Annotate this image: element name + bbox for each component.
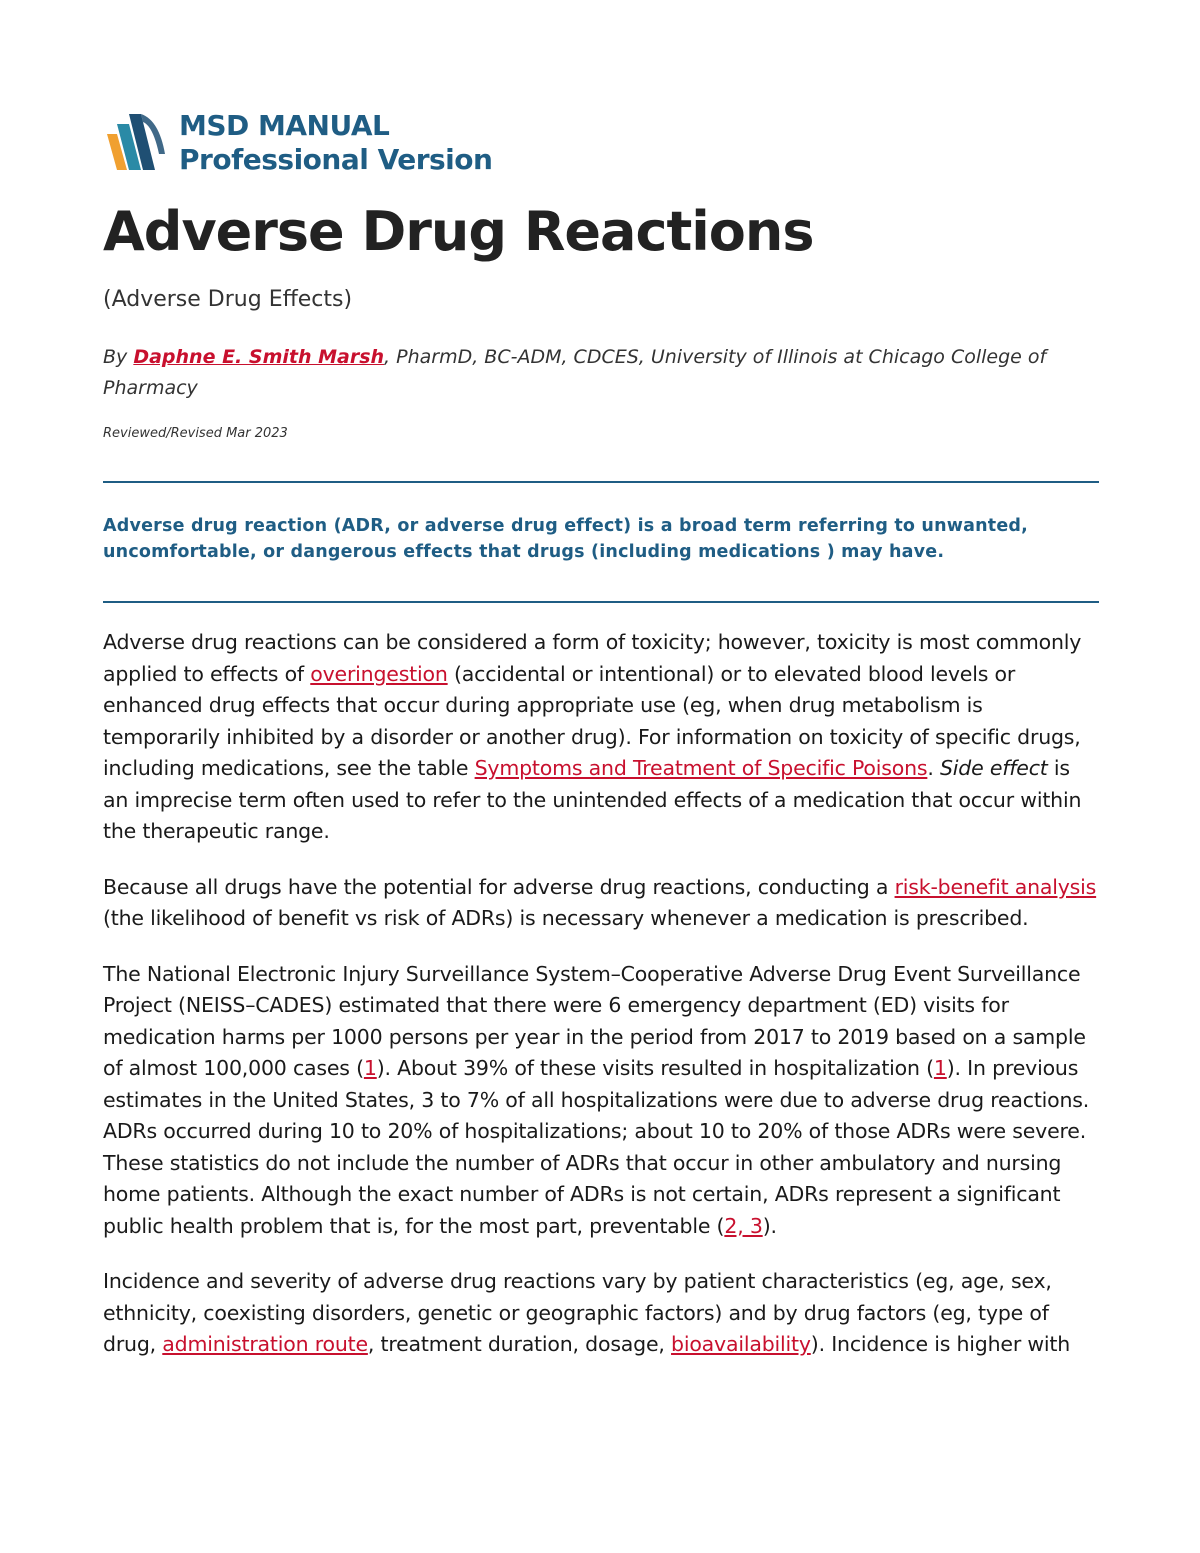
text-span: is an imprecise term often used to refer to the unintended effects of a medication that occur within the therapeutic range.	[103, 756, 1082, 843]
article-body	[103, 627, 1099, 1361]
text-span: (the likelihood of benefit vs risk of ADRs) is necessary whenever a medication is prescribed.	[103, 906, 1029, 930]
text-span: Because all drugs have the potential for adverse drug reactions, conducting a	[103, 874, 895, 899]
text-span: ). Incidence is higher with	[810, 1332, 1071, 1356]
link-administration-route[interactable]: administration route	[162, 1332, 368, 1356]
brand-wordmark	[179, 109, 492, 177]
paragraph-2	[103, 872, 1099, 935]
brand-name: MSD MANUAL	[179, 109, 390, 142]
divider-top	[103, 481, 1099, 483]
text-span: (accidental or intentional) or to elevated blood levels or enhanced drug effects that occur during appropriate use (eg, when drug metabolism is temporarily inhibited by a disorder or another drug). For information on toxicity of specific drugs, including medications, see the table	[103, 661, 1081, 780]
text-span: Incidence and severity of adverse drug reactions vary by patient characteristics (eg, age, sex, ethnicity, coexisting disorders, genetic or geographic factors) and by drug factors (eg, type of drug,	[103, 1269, 1052, 1356]
author-link[interactable]: Daphne E. Smith Marsh	[133, 346, 385, 368]
byline-credentials: , PharmD, BC-ADM, CDCES, University of Illinois at Chicago College of Pharmacy	[103, 346, 1047, 399]
side-effect-term: Side effect	[939, 756, 1048, 780]
link-poisons-table[interactable]: Symptoms and Treatment of Specific Poisons	[474, 756, 928, 780]
byline-prefix: By	[103, 346, 134, 368]
link-bioavailability[interactable]: bioavailability	[671, 1332, 811, 1356]
reviewed-date: Reviewed/Revised Mar 2023	[103, 426, 288, 441]
link-risk-benefit[interactable]: risk-benefit analysis	[894, 874, 1097, 899]
reference-link-2-3[interactable]: 2, 3	[724, 1213, 763, 1238]
paragraph-4	[103, 1266, 1099, 1361]
text-span: .	[927, 756, 940, 780]
text-span: ). About 39% of these visits resulted in hospitalization (	[376, 1056, 934, 1080]
summary-text: Adverse drug reaction (ADR, or adverse drug effect) is a broad term referring to unwanted, uncomfortable, or dangerous effects that drugs (including medications ) may have.	[103, 516, 1028, 562]
msd-logo-icon	[103, 110, 167, 176]
text-span: , treatment duration, dosage,	[367, 1332, 672, 1356]
brand-edition: Professional Version	[179, 143, 493, 176]
reference-link-1b[interactable]: 1	[933, 1056, 947, 1080]
brand-header[interactable]	[103, 108, 1099, 178]
article-page	[103, 108, 1099, 1361]
text-span: ).	[762, 1213, 777, 1238]
text-span: Adverse drug reactions can be considered a form of toxicity; however, toxicity is most commonly applied to effects of	[103, 630, 1082, 686]
text-span: ). In previous estimates in the United States, 3 to 7% of all hospitalizations were due to adverse drug reactions. ADRs occurred during 10 to 20% of hospitalizations; about 10 to 20% of those ADRs were severe. These statistics do not include the number of ADRs that occur in other ambulatory and nursing home patients. Although the exact number of ADRs is not certain, ADRs represent a significant public health problem that is, for the most part, preventable (	[103, 1056, 1090, 1238]
divider-bottom	[103, 601, 1099, 603]
link-overingestion[interactable]: overingestion	[310, 661, 448, 686]
reference-link-1[interactable]: 1	[363, 1056, 377, 1080]
byline	[103, 342, 1099, 404]
paragraph-3	[103, 959, 1099, 1243]
text-span: The National Electronic Injury Surveillance System–Cooperative Adverse Drug Event Surveillance Project (NEISS–CADES) estimated that there were 6 emergency department (ED) visits for medication harms per 1000 persons per year in the period from 2017 to 2019 based on a sample of almost 100,000 cases (	[103, 961, 1086, 1080]
page-title: Adverse Drug Reactions	[103, 200, 814, 263]
paragraph-1	[103, 627, 1099, 848]
page-subtitle: (Adverse Drug Effects)	[103, 287, 353, 312]
